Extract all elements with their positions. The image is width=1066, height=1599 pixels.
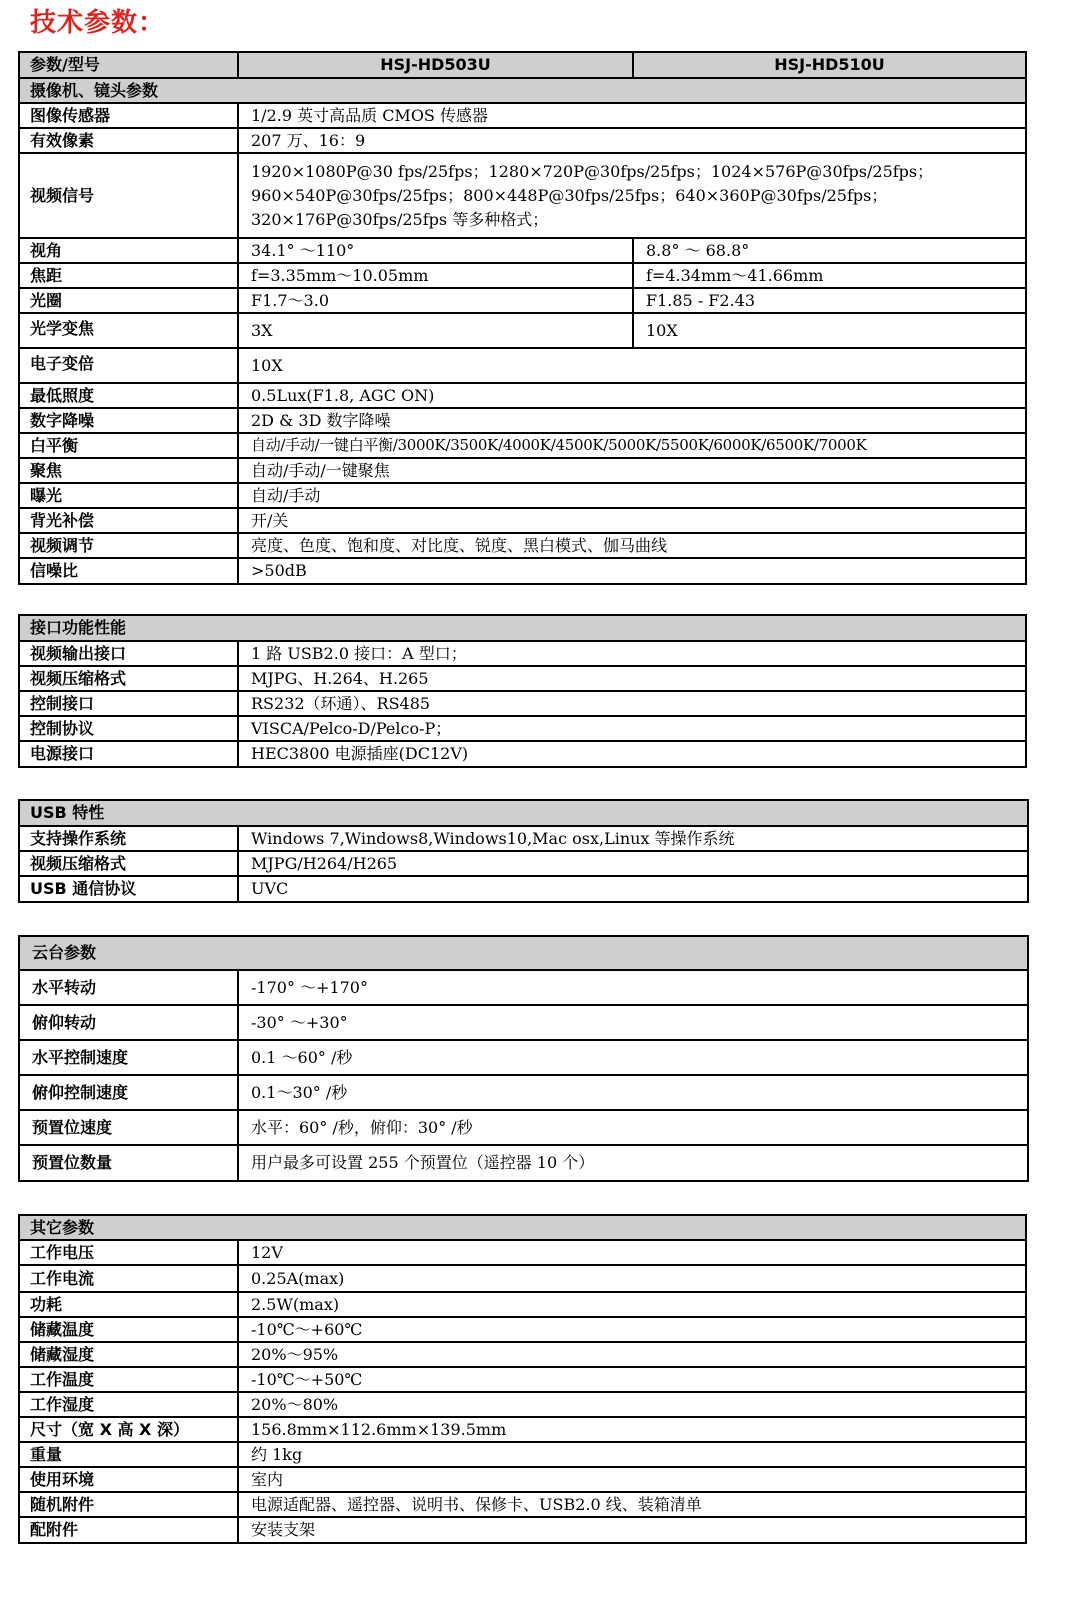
section-title: USB 特性 <box>30 803 105 823</box>
table-row <box>20 1493 1025 1518</box>
row-value: 1920×1080P@30 fps/25fps；1280×720P@30fps/25fps；1024×576P@30fps/25fps； 960×540P@30fps/25fps；800×448P@30fps/25fps；640×360P@30fps/25fps； 320×176P@30fps/25fps 等多种格式； <box>251 161 934 229</box>
table-row <box>20 409 1025 434</box>
row-value: MJPG/H264/H265 <box>251 853 398 873</box>
row-value-hd503u: f=3.35mm～10.05mm <box>239 264 634 287</box>
table-row <box>20 1146 1027 1180</box>
table-row <box>20 1418 1025 1443</box>
table-row <box>20 1343 1025 1368</box>
row-label: 聚焦 <box>20 459 239 482</box>
spec-table-interface <box>18 614 1027 768</box>
row-value: 207 万、16：9 <box>251 130 366 150</box>
row-value: -30° ～+30° <box>251 1012 348 1032</box>
row-label: 工作温度 <box>20 1368 239 1391</box>
row-label: 控制接口 <box>20 692 239 715</box>
row-value: 开/关 <box>251 510 289 530</box>
row-value: 10X <box>251 355 283 375</box>
table-row <box>20 434 1025 459</box>
row-label: 视频输出接口 <box>20 642 239 665</box>
row-label: 储藏温度 <box>20 1318 239 1341</box>
row-label: 俯仰控制速度 <box>20 1076 239 1109</box>
row-value-hd510u: 8.8° ～ 68.8° <box>646 240 750 260</box>
row-label: 支持操作系统 <box>20 827 239 850</box>
table-row <box>20 717 1025 742</box>
spec-table-ptz <box>18 935 1029 1182</box>
table-row <box>20 692 1025 717</box>
table-row <box>20 459 1025 484</box>
table-row <box>20 1041 1027 1076</box>
row-value: 12V <box>251 1242 283 1262</box>
row-value: 自动/手动/一键聚焦 <box>251 460 390 480</box>
table-row <box>20 509 1025 534</box>
table-row <box>20 349 1025 384</box>
spec-table-other <box>18 1214 1027 1544</box>
table-row <box>20 239 1025 264</box>
table-row <box>20 1368 1025 1393</box>
table-header-row <box>20 53 1025 79</box>
row-label: 视频压缩格式 <box>20 667 239 690</box>
row-label: 曝光 <box>20 484 239 507</box>
row-label: 预置位速度 <box>20 1111 239 1144</box>
section-header <box>20 937 1027 971</box>
row-label: 尺寸（宽 X 高 X 深） <box>20 1418 239 1441</box>
row-value: RS232（环通）、RS485 <box>251 693 431 713</box>
row-value: 20%～95% <box>251 1344 339 1364</box>
table-row <box>20 667 1025 692</box>
table-row <box>20 154 1025 239</box>
row-label: 电子变倍 <box>20 349 239 382</box>
row-value: MJPG、H.264、H.265 <box>251 668 429 688</box>
table-row <box>20 852 1027 877</box>
row-label: 水平控制速度 <box>20 1041 239 1074</box>
row-label: 水平转动 <box>20 971 239 1004</box>
table-row <box>20 129 1025 154</box>
section-title: 摄像机、镜头参数 <box>30 80 159 100</box>
row-label: 储藏湿度 <box>20 1343 239 1366</box>
table-row <box>20 1006 1027 1041</box>
table-row <box>20 1076 1027 1111</box>
row-value-hd510u: f=4.34mm～41.66mm <box>646 265 824 285</box>
row-value: 安装支架 <box>251 1520 316 1540</box>
table-row <box>20 484 1025 509</box>
row-label: 功耗 <box>20 1293 239 1316</box>
row-value: 电源适配器、遥控器、说明书、保修卡、USB2.0 线、装箱清单 <box>251 1494 702 1514</box>
row-label: 工作电压 <box>20 1241 239 1264</box>
table-row <box>20 384 1025 409</box>
row-value: 0.1～30° /秒 <box>251 1082 348 1102</box>
row-label: 预置位数量 <box>20 1146 239 1180</box>
section-title: 接口功能性能 <box>30 618 127 638</box>
row-label: 重量 <box>20 1443 239 1466</box>
table-row <box>20 289 1025 314</box>
row-value-hd503u: 34.1° ～110° <box>239 239 634 262</box>
table-row <box>20 1241 1025 1266</box>
row-label: 焦距 <box>20 264 239 287</box>
table-row <box>20 1518 1025 1542</box>
table-row <box>20 534 1025 559</box>
row-label: 视频调节 <box>20 534 239 557</box>
row-value: 2.5W(max) <box>251 1294 340 1314</box>
page-title: 技术参数： <box>30 8 166 38</box>
table-row <box>20 1266 1025 1293</box>
row-value: UVC <box>251 879 289 899</box>
row-value: -10℃～+60℃ <box>251 1319 363 1339</box>
row-label: 最低照度 <box>20 384 239 407</box>
row-value: 室内 <box>251 1469 284 1489</box>
row-label: 图像传感器 <box>20 104 239 127</box>
row-value: Windows 7,Windows8,Windows10,Mac osx,Linux 等操作系统 <box>251 828 735 848</box>
table-row <box>20 314 1025 349</box>
section-header <box>20 79 1025 104</box>
table-row <box>20 1293 1025 1318</box>
row-label: 光学变焦 <box>20 314 239 347</box>
row-value: 2D & 3D 数字降噪 <box>251 410 391 430</box>
row-value: 自动/手动 <box>251 485 321 505</box>
row-label: USB 通信协议 <box>20 877 239 901</box>
row-label: 光圈 <box>20 289 239 312</box>
row-label: 配附件 <box>20 1518 239 1542</box>
row-value: 自动/手动/一键白平衡/3000K/3500K/4000K/4500K/5000K/5500K/6000K/6500K/7000K <box>251 435 867 454</box>
row-value: 水平：60° /秒，俯仰：30° /秒 <box>251 1117 473 1137</box>
row-label: 视频压缩格式 <box>20 852 239 875</box>
row-value: -10℃～+50℃ <box>251 1369 363 1389</box>
table-row <box>20 827 1027 852</box>
model-hd510u: HSJ-HD510U <box>774 55 885 75</box>
row-value: HEC3800 电源插座(DC12V) <box>251 744 469 764</box>
row-value: 0.1 ～60° /秒 <box>251 1047 353 1067</box>
section-header <box>20 616 1025 642</box>
header-label: 参数/型号 <box>20 53 239 77</box>
row-value: 1 路 USB2.0 接口：A 型口； <box>251 643 467 663</box>
row-label: 白平衡 <box>20 434 239 457</box>
section-title: 云台参数 <box>32 943 97 963</box>
row-value-hd503u: 3X <box>239 314 634 347</box>
row-value: 亮度、色度、饱和度、对比度、锐度、黑白模式、伽马曲线 <box>251 535 668 555</box>
section-header <box>20 801 1027 827</box>
spec-table-camera <box>18 51 1027 585</box>
row-value-hd510u: F1.85 - F2.43 <box>646 290 756 310</box>
section-title: 其它参数 <box>30 1217 95 1237</box>
table-row <box>20 1111 1027 1146</box>
row-value: 1/2.9 英寸高品质 CMOS 传感器 <box>251 105 488 125</box>
row-value-hd503u: F1.7～3.0 <box>239 289 634 312</box>
row-label: 视角 <box>20 239 239 262</box>
row-label: 随机附件 <box>20 1493 239 1516</box>
row-value: 用户最多可设置 255 个预置位（遥控器 10 个） <box>251 1153 595 1173</box>
table-row <box>20 1468 1025 1493</box>
table-row <box>20 104 1025 129</box>
row-label: 俯仰转动 <box>20 1006 239 1039</box>
table-row <box>20 877 1027 901</box>
spec-table-usb <box>18 799 1029 903</box>
row-label: 工作电流 <box>20 1266 239 1291</box>
table-row <box>20 742 1025 766</box>
row-label: 视频信号 <box>20 154 239 237</box>
row-label: 工作湿度 <box>20 1393 239 1416</box>
row-value: 约 1kg <box>251 1444 303 1464</box>
row-value: >50dB <box>251 561 307 581</box>
table-row <box>20 642 1025 667</box>
row-label: 有效像素 <box>20 129 239 152</box>
row-label: 信噪比 <box>20 559 239 583</box>
row-value: 0.5Lux(F1.8, AGC ON) <box>251 385 435 405</box>
row-label: 背光补偿 <box>20 509 239 532</box>
table-row <box>20 1318 1025 1343</box>
row-value: 156.8mm×112.6mm×139.5mm <box>251 1419 507 1439</box>
table-row <box>20 1443 1025 1468</box>
row-label: 数字降噪 <box>20 409 239 432</box>
row-value-hd510u: 10X <box>646 320 678 340</box>
section-header <box>20 1216 1025 1241</box>
row-value: 20%～80% <box>251 1394 339 1414</box>
row-value: -170° ～+170° <box>251 977 368 997</box>
row-label: 使用环境 <box>20 1468 239 1491</box>
row-label: 电源接口 <box>20 742 239 766</box>
row-label: 控制协议 <box>20 717 239 740</box>
table-row <box>20 971 1027 1006</box>
model-hd503u: HSJ-HD503U <box>239 53 634 77</box>
row-value: 0.25A(max) <box>251 1268 345 1288</box>
table-row <box>20 559 1025 583</box>
table-row <box>20 1393 1025 1418</box>
table-row <box>20 264 1025 289</box>
row-value: VISCA/Pelco-D/Pelco-P； <box>251 718 452 738</box>
